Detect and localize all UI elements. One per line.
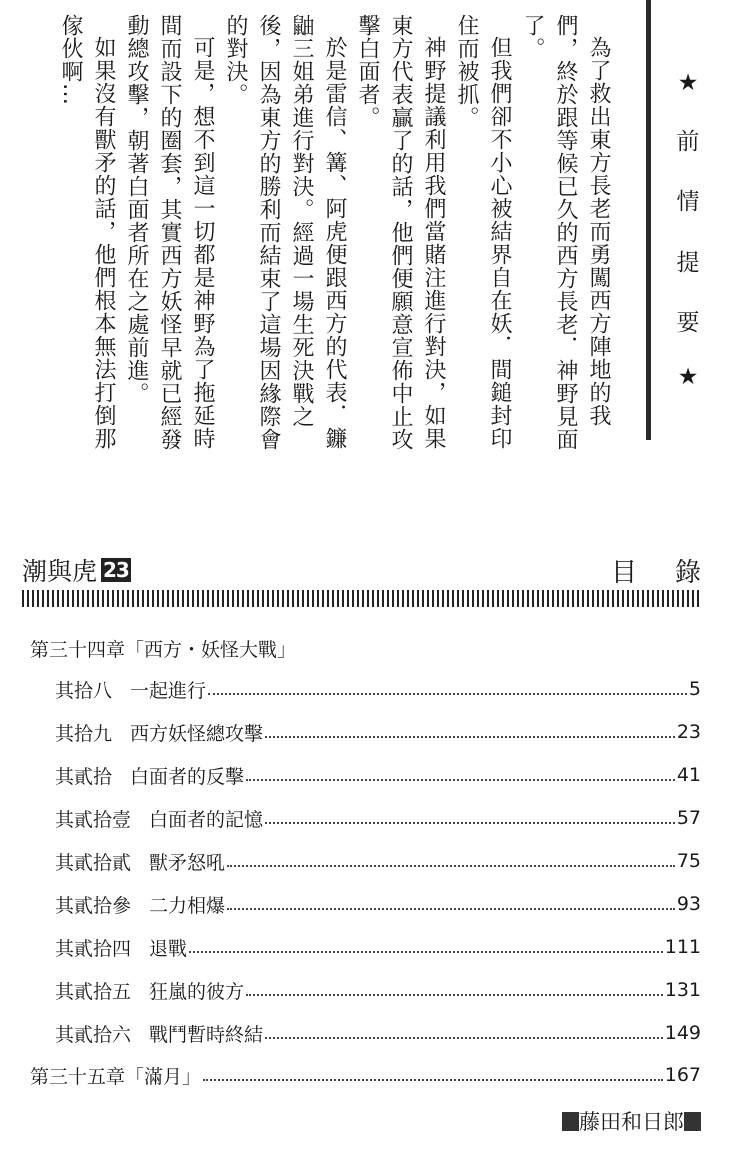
page-number: 149 (664, 1022, 701, 1044)
summary-heading (672, 70, 704, 390)
toc-entry-chapter-35[interactable] (30, 1060, 701, 1090)
entry-title: 戰鬥暫時終結 (149, 1023, 264, 1046)
summary-paragraph: 如果沒有獸矛的話，他們根本無法打倒那傢伙啊… (58, 14, 116, 450)
page-number: 167 (664, 1064, 701, 1086)
toc-entry[interactable] (55, 760, 701, 790)
leader-dots (246, 994, 663, 996)
toc-entry[interactable] (55, 803, 701, 833)
leader-dots (227, 865, 675, 867)
author-name: 藤田和日郎 (579, 1110, 684, 1134)
toc-header (22, 552, 739, 588)
entry-title: 狂嵐的彼方 (149, 980, 245, 1003)
entry-label: 其拾八 (55, 679, 113, 702)
page-number: 131 (664, 979, 701, 1001)
entry-label: 其貳拾 (55, 765, 113, 788)
decorative-stripe (22, 590, 701, 607)
page-number: 5 (688, 678, 701, 700)
toc-entry[interactable] (55, 932, 701, 962)
entry-title: 白面者的反擊 (130, 765, 245, 788)
page-number: 23 (676, 721, 701, 743)
square-icon (684, 1112, 701, 1131)
entry-label: 其貳拾五 (55, 980, 132, 1003)
entry-label: 其拾九 (55, 722, 113, 745)
toc-entry[interactable] (55, 975, 701, 1005)
author-credit (562, 1106, 701, 1136)
toc-entry[interactable] (55, 846, 701, 876)
series-title (22, 552, 131, 588)
page-number: 111 (664, 936, 701, 958)
chapter-title: 第三十四章「西方・妖怪大戰」 (30, 638, 297, 661)
entry-title: 白面者的記憶 (149, 808, 264, 831)
page-number: 75 (676, 850, 701, 872)
entry-label: 其貳拾貳 (55, 851, 132, 874)
leader-dots (227, 908, 675, 910)
divider-rule (646, 0, 651, 440)
heading-char: 要 (676, 309, 700, 336)
toc-entry[interactable] (55, 674, 701, 704)
leader-dots (265, 822, 675, 824)
square-icon (562, 1112, 579, 1131)
page-number: 57 (676, 807, 701, 829)
page-number: 41 (676, 764, 701, 786)
leader-dots (265, 1037, 663, 1039)
volume-badge: 23 (103, 558, 129, 582)
summary-paragraph: 神野提議利用我們當賭注進行對決，如果東方代表贏了的話，他們便願意宣佈中止攻擊白面者。 (355, 14, 446, 451)
summary-paragraph: 可是，想不到這一切都是神野為了拖延時間而設下的圈套，其實西方妖怪早就已經發動總攻擊，朝著白面者所在之處前進。 (124, 14, 215, 451)
star-icon: ★ (677, 363, 699, 390)
entry-label: 其貳拾四 (55, 937, 132, 960)
heading-char: 提 (676, 249, 700, 276)
star-icon: ★ (677, 70, 699, 96)
summary-paragraph: 但我們卻不小心被結界自在妖．間鎚封印住而被抓。 (454, 14, 512, 450)
entry-title: 退戰 (149, 937, 188, 960)
leader-dots (246, 779, 675, 781)
chapter-34-heading (30, 633, 701, 663)
leader-dots (189, 951, 663, 953)
series-name: 潮與虎 (22, 557, 98, 586)
leader-dots (208, 693, 687, 695)
leader-dots (203, 1079, 663, 1081)
entry-label: 其貳拾參 (55, 894, 132, 917)
entry-label: 其貳拾壹 (55, 808, 132, 831)
page-number: 93 (676, 893, 701, 915)
heading-char: 前 (676, 129, 700, 156)
entry-title: 二力相爆 (149, 894, 226, 917)
entry-title: 一起進行 (130, 679, 207, 702)
toc-entry[interactable] (55, 889, 701, 919)
toc-entry[interactable] (55, 717, 701, 747)
chapter-title: 第三十五章「滿月」 (30, 1065, 202, 1088)
entry-title: 西方妖怪總攻擊 (130, 722, 264, 745)
entry-label: 其貳拾六 (55, 1023, 132, 1046)
summary-paragraph: 為了救出東方長老而勇闖西方陣地的我們，終於跟等候已久的西方長老．神野見面了。 (520, 14, 611, 451)
summary-paragraph: 於是雷信、篝、阿虎便跟西方的代表．鐮鼬三姐弟進行對決。經過一場生死決戰之後，因為東方的勝利而結束了這場因緣際會的對決。 (223, 14, 347, 451)
heading-char: 情 (676, 189, 700, 216)
story-summary (54, 14, 615, 458)
toc-title: 目錄 (610, 557, 739, 588)
toc-entry[interactable] (55, 1018, 701, 1048)
leader-dots (265, 736, 675, 738)
entry-title: 獸矛怒吼 (149, 851, 226, 874)
